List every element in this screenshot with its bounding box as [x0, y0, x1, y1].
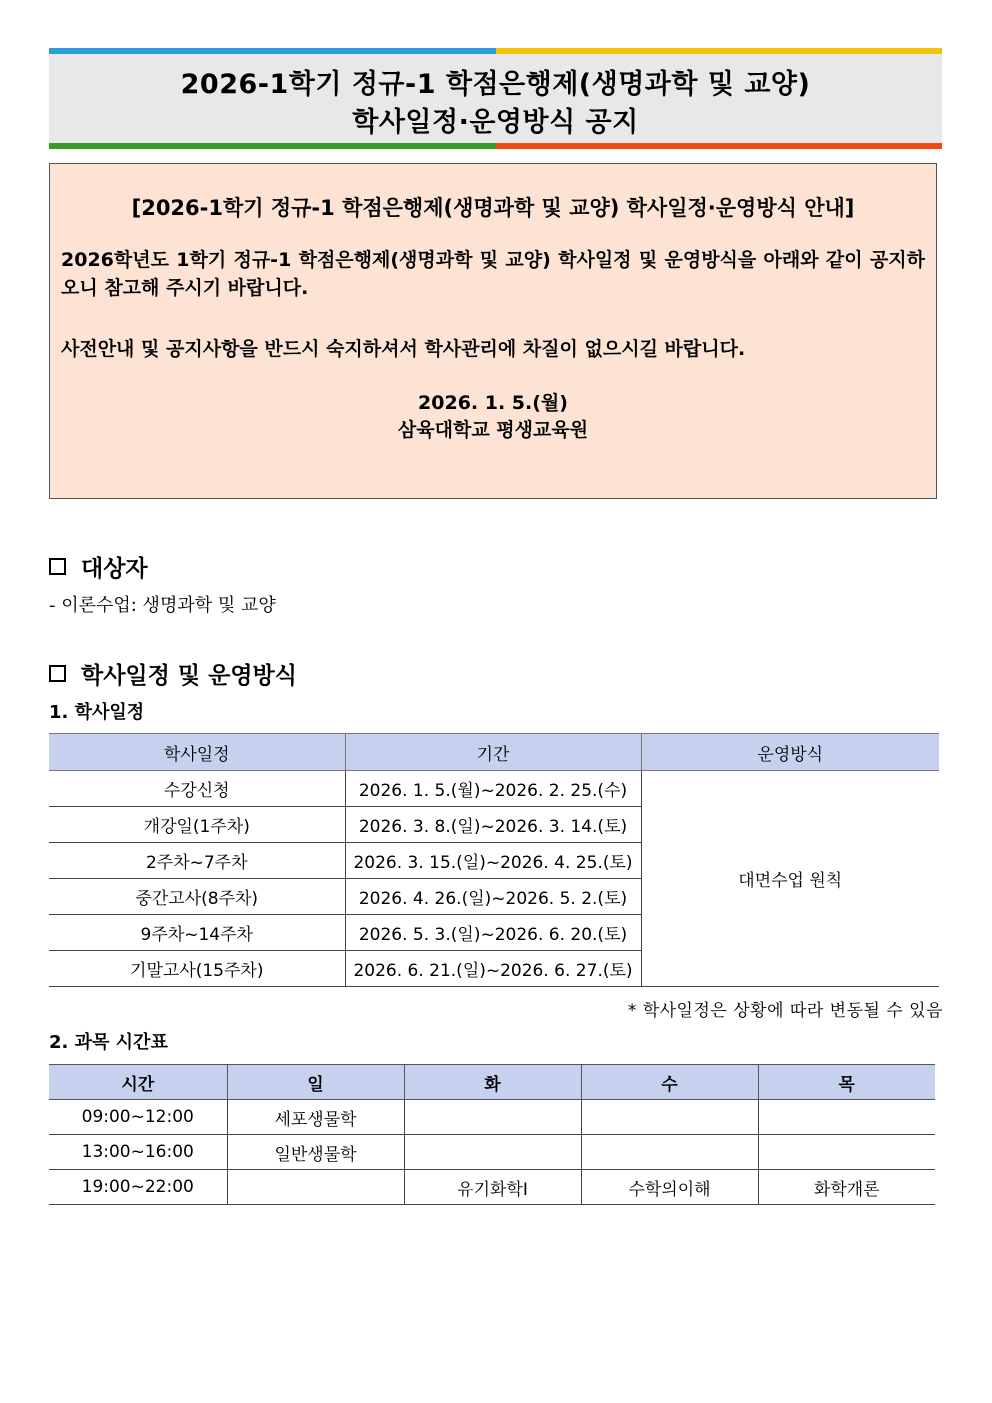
header-wed: 수: [581, 1065, 758, 1100]
schedule-name: 중간고사(8주차): [49, 879, 345, 915]
header-time: 시간: [49, 1065, 227, 1100]
schedule-table: [49, 733, 939, 987]
header-sun: 일: [227, 1065, 404, 1100]
schedule-period: 2026. 4. 26.(일)~2026. 5. 2.(토): [345, 879, 641, 915]
header-tue: 화: [404, 1065, 581, 1100]
schedule-footnote: * 학사일정은 상황에 따라 변동될 수 있음: [627, 1001, 943, 1021]
course-cell: [404, 1135, 581, 1170]
schedule-name: 개강일(1주차): [49, 807, 345, 843]
schedule-table-header: [49, 734, 939, 771]
section-heading-schedule-label: 학사일정 및 운영방식: [81, 663, 297, 689]
table-row: [49, 1135, 935, 1170]
sub-heading-timetable: 2. 과목 시간표: [49, 1032, 168, 1053]
target-item: - 이론수업: 생명과학 및 교양: [49, 595, 276, 616]
checkbox-square-icon: [49, 558, 66, 575]
schedule-method: 대면수업 원칙: [641, 771, 939, 987]
course-cell: [404, 1100, 581, 1135]
table-row: [49, 771, 939, 807]
schedule-name: 수강신청: [49, 771, 345, 807]
timetable-header: [49, 1065, 935, 1100]
notice-date: 2026. 1. 5.(월): [418, 392, 568, 414]
checkbox-square-icon: [49, 665, 66, 682]
course-cell: [581, 1135, 758, 1170]
schedule-period: 2026. 5. 3.(일)~2026. 6. 20.(토): [345, 915, 641, 951]
section-heading-target-label: 대상자: [81, 556, 148, 582]
schedule-period: 2026. 6. 21.(일)~2026. 6. 27.(토): [345, 951, 641, 987]
schedule-name: 9주차~14주차: [49, 915, 345, 951]
header-thu: 목: [758, 1065, 935, 1100]
notice-paragraph-2: 사전안내 및 공지사항을 반드시 숙지하셔서 학사관리에 차질이 없으시길 바랍니다.: [61, 338, 746, 360]
course-cell: [758, 1100, 935, 1135]
title-bar-yellow: [496, 48, 943, 54]
notice-org: 삼육대학교 평생교육원: [397, 419, 589, 441]
title-bar-orange: [496, 143, 943, 149]
time-cell: 13:00~16:00: [49, 1135, 227, 1170]
page-title-line2: 학사일정·운영방식 공지: [352, 107, 639, 138]
time-cell: 19:00~22:00: [49, 1170, 227, 1205]
notice-heading: [2026-1학기 정규-1 학점은행제(생명과학 및 교양) 학사일정·운영방식 안내]: [131, 196, 855, 220]
schedule-period: 2026. 3. 15.(일)~2026. 4. 25.(토): [345, 843, 641, 879]
schedule-name: 2주차~7주차: [49, 843, 345, 879]
course-cell: [227, 1170, 404, 1205]
table-row: [49, 1100, 935, 1135]
title-banner: [49, 48, 942, 149]
header-schedule: 학사일정: [49, 734, 345, 771]
time-cell: 09:00~12:00: [49, 1100, 227, 1135]
course-cell: [581, 1100, 758, 1135]
title-bar-green: [49, 143, 496, 149]
header-period: 기간: [345, 734, 641, 771]
course-cell: 수학의이해: [581, 1170, 758, 1205]
section-heading-schedule: [49, 657, 297, 690]
course-cell: [758, 1135, 935, 1170]
section-heading-target: [49, 550, 148, 583]
header-method: 운영방식: [641, 734, 939, 771]
course-cell: 세포생물학: [227, 1100, 404, 1135]
notice-paragraph-1: 2026학년도 1학기 정규-1 학점은행제(생명과학 및 교양) 학사일정 및 운영방식을 아래와 같이 공지하오니 참고해 주시기 바랍니다.: [61, 249, 925, 299]
timetable: [49, 1064, 935, 1205]
schedule-period: 2026. 3. 8.(일)~2026. 3. 14.(토): [345, 807, 641, 843]
title-bar-blue: [49, 48, 496, 54]
course-cell: 일반생물학: [227, 1135, 404, 1170]
course-cell: 화학개론: [758, 1170, 935, 1205]
page-title-line1: 2026-1학기 정규-1 학점은행제(생명과학 및 교양): [180, 69, 811, 100]
course-cell: 유기화학Ⅰ: [404, 1170, 581, 1205]
notice-box: [49, 163, 937, 499]
table-row: [49, 1170, 935, 1205]
schedule-period: 2026. 1. 5.(월)~2026. 2. 25.(수): [345, 771, 641, 807]
sub-heading-schedule: 1. 학사일정: [49, 702, 145, 723]
schedule-name: 기말고사(15주차): [49, 951, 345, 987]
